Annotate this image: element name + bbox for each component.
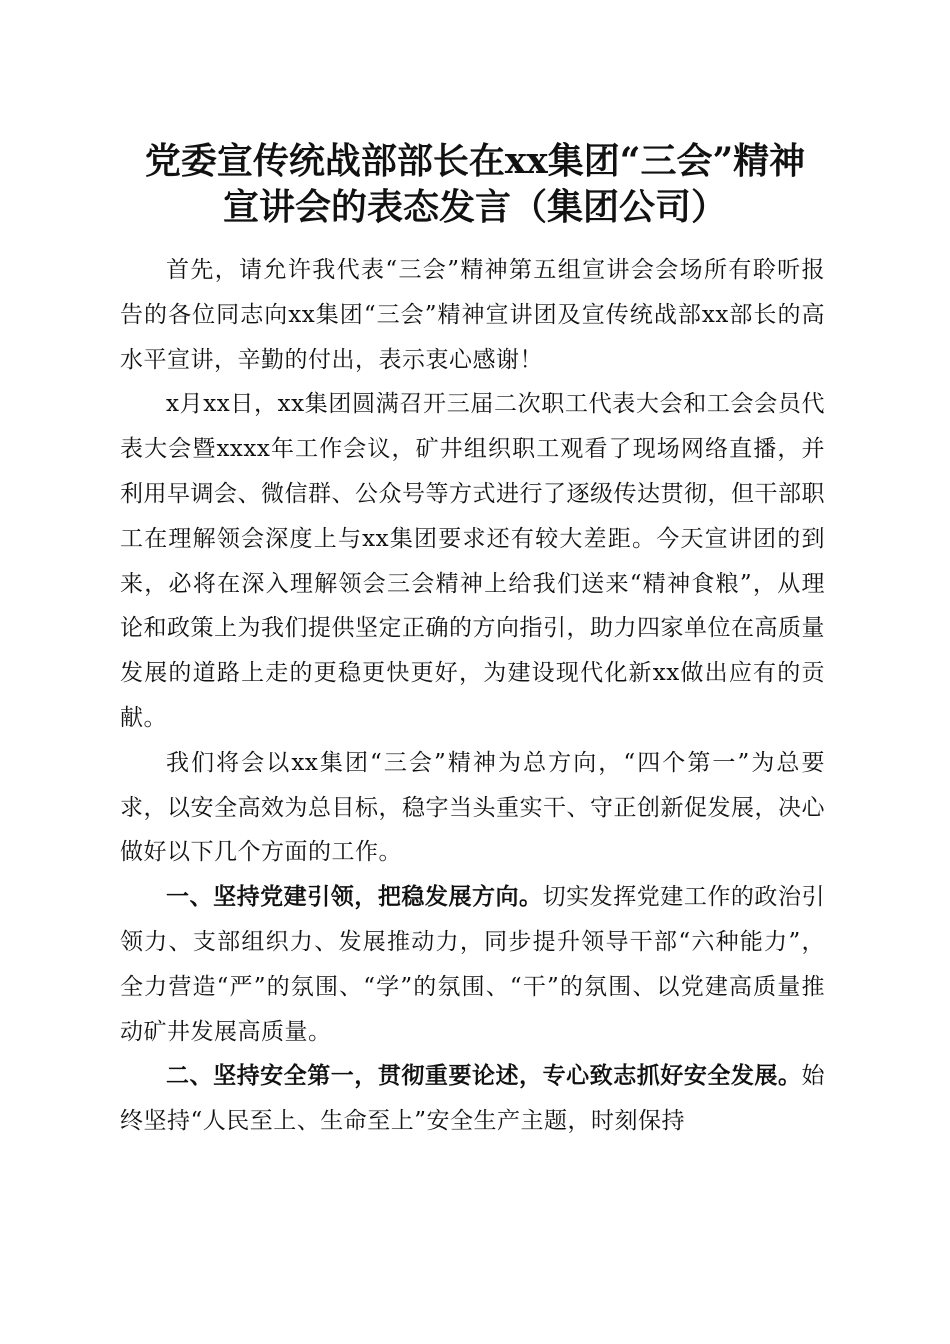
document-body <box>120 248 825 1144</box>
paragraph-2-text: x月xx日，xx集团圆满召开三届二次职工代表大会和工会会员代表大会暨xxxx年工作会议，矿井组织职工观看了现场网络直播，并利用早调会、微信群、公众号等方式进行了逐级传达贯彻，但干部职工在理解领会深度上与xx集团要求还有较大差距。今天宣讲团的到来，必将在深入理解领会三会精神上给我们送来“精神食粮”，从理论和政策上为我们提供坚定正确的方向指引，助力四家单位在高质量发展的道路上走的更稳更快更好，为建设现代化新xx做出应有的贡献。 <box>120 391 825 731</box>
paragraph-4-heading: 一、坚持党建引领，把稳发展方向。 <box>166 884 543 911</box>
paragraph-5-text: 始终坚持“人民至上、生命至上”安全生产主题，时刻保持 <box>120 1063 825 1135</box>
title-line-1: 党委宣传统战部部长在xx集团“三会”精神 <box>144 140 806 182</box>
paragraph-1-text: 首先，请允许我代表“三会”精神第五组宣讲会会场所有聆听报告的各位同志向xx集团“三会”精神宣讲团及宣传统战部xx部长的高水平宣讲，辛勤的付出，表示衷心感谢！ <box>120 257 825 373</box>
paragraph-5 <box>120 1054 825 1144</box>
paragraph-2 <box>120 382 825 740</box>
paragraph-4-text: 切实发挥党建工作的政治引领力、支部组织力、发展推动力，同步提升领导干部“六种能力”，全力营造“严”的氛围、“学”的氛围、“干”的氛围、以党建高质量推动矿井发展高质量。 <box>120 884 826 1045</box>
paragraph-4 <box>120 875 825 1054</box>
paragraph-3 <box>120 741 825 875</box>
paragraph-1 <box>120 248 825 382</box>
paragraph-5-heading: 二、坚持安全第一，贯彻重要论述，专心致志抓好安全发展。 <box>166 1063 802 1090</box>
paragraph-3-text: 我们将会以xx集团“三会”精神为总方向，“四个第一”为总要求，以安全高效为总目标，稳字当头重实干、守正创新促发展，决心做好以下几个方面的工作。 <box>120 749 825 866</box>
title-line-2: 宣讲会的表态发言（集团公司） <box>222 186 727 228</box>
document-title <box>110 138 840 230</box>
